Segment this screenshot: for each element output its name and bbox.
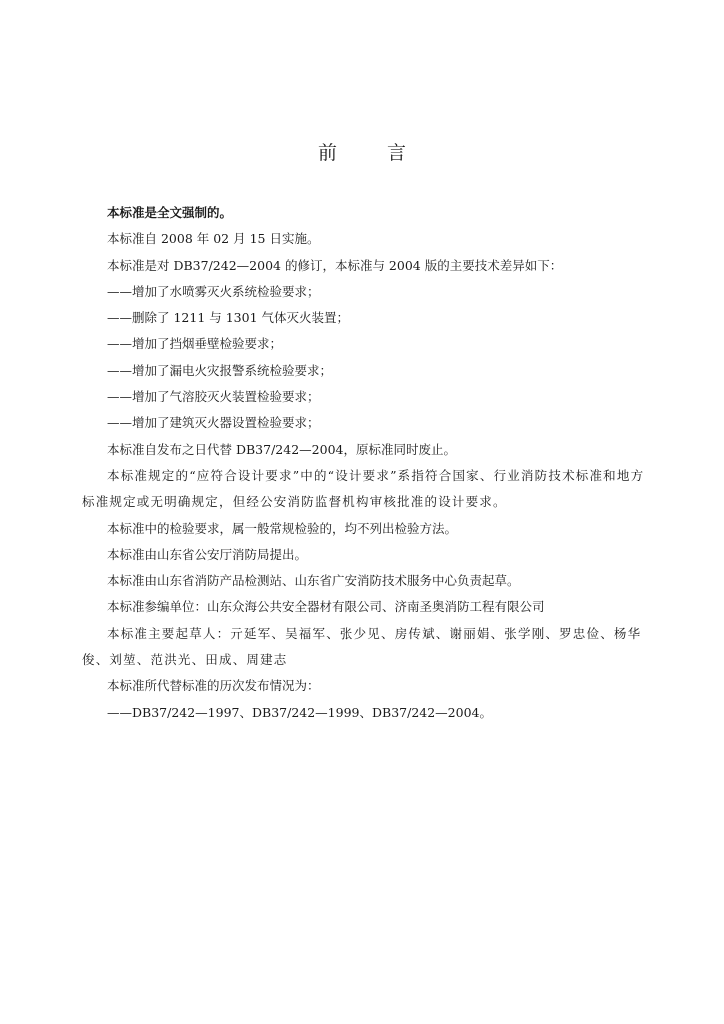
list-item-change: ——增加了挡烟垂壁检验要求； (107, 336, 283, 352)
paragraph-inspection-methods: 本标准中的检验要求，属一般常规检验的，均不列出检验方法。 (107, 520, 458, 536)
paragraph-drafting-units: 本标准由山东省消防产品检测站、山东省广安消防技术服务中心负责起草。 (107, 573, 520, 589)
list-item-change: ——增加了水喷雾灭火系统检验要求； (107, 283, 320, 299)
paragraph-mandatory-statement: 本标准是全文强制的。 (107, 205, 233, 220)
paragraph-design-requirements: 本标准规定的“应符合设计要求”中的“设计要求”系指符合国家、行业消防技术标准和地方标准规定或无明确规定，但经公安消防监督机构审核批准的设计要求。 (82, 467, 645, 510)
paragraph-revision-note: 本标准是对 DB37/242—2004 的修订，本标准与 2004 版的主要技术差异如下： (107, 257, 563, 273)
page-title: 前 言 (317, 142, 429, 164)
document-body (82, 200, 654, 726)
list-item-history: ——DB37/242—1997、DB37/242—1999、DB37/242—2004。 (107, 704, 492, 720)
paragraph-participating-units: 本标准参编单位：山东众海公共安全器材有限公司、济南圣奥消防工程有限公司 (107, 599, 545, 615)
paragraph-effective-date: 本标准自 2008 年 02 月 15 日实施。 (107, 231, 320, 247)
paragraph-proposer: 本标准由山东省公安厅消防局提出。 (107, 546, 308, 562)
list-item-change: ——增加了建筑灭火器设置检验要求； (107, 415, 320, 431)
paragraph-replacement: 本标准自发布之日代替 DB37/242—2004，原标准同时废止。 (107, 441, 456, 457)
list-item-change: ——删除了 1211 与 1301 气体灭火装置； (107, 310, 350, 326)
list-item-change: ——增加了气溶胶灭火装置检验要求； (107, 389, 320, 405)
paragraph-drafters: 本标准主要起草人：亓延军、吴福军、张少见、房传斌、谢丽娟、张学刚、罗忠俭、杨华俊、刘堃、范洪光、田成、周建志 (82, 625, 642, 668)
paragraph-history-intro: 本标准所代替标准的历次发布情况为： (107, 678, 320, 694)
list-item-change: ——增加了漏电火灾报警系统检验要求； (107, 362, 333, 378)
